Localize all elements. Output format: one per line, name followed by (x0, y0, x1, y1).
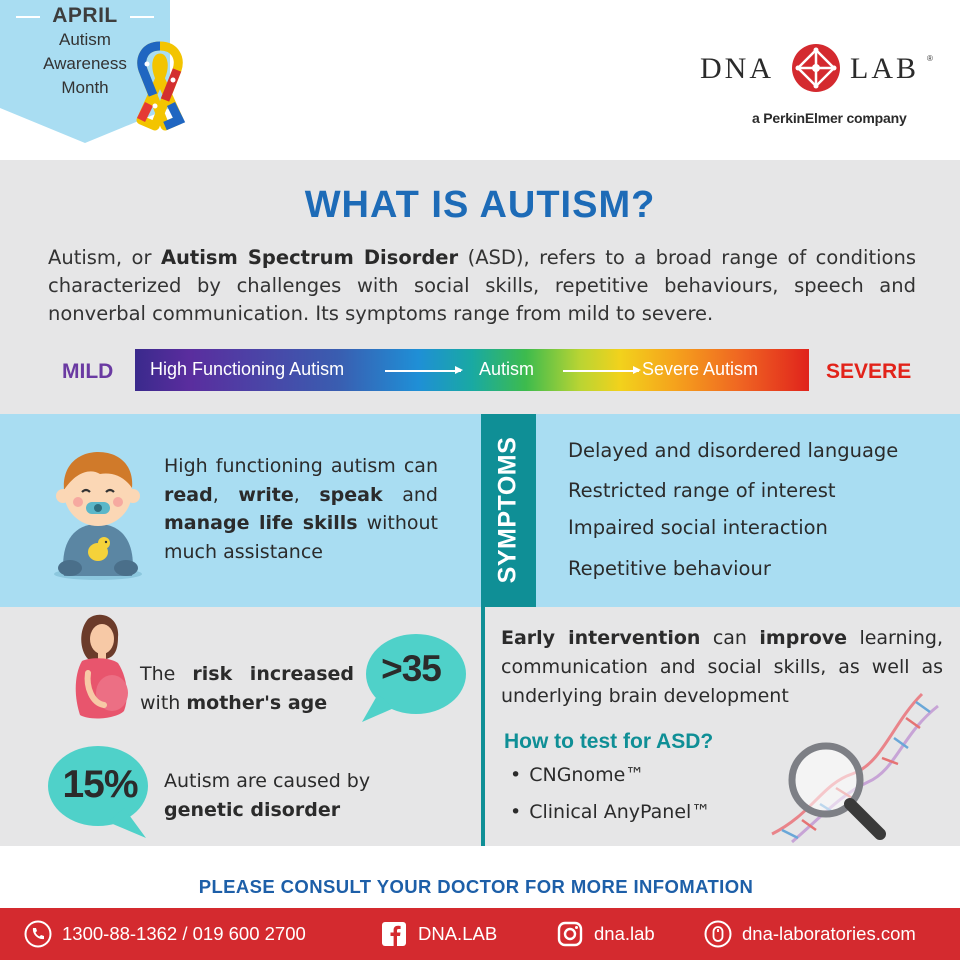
definition-bold-term: Autism Spectrum Disorder (160, 246, 459, 269)
symptom-item: Impaired social interaction (568, 516, 828, 539)
logo-text-dna: DNA (700, 52, 774, 85)
scale-stage-3: Severe Autism (642, 359, 759, 379)
facebook-icon (380, 920, 408, 948)
section-title: WHAT IS AUTISM? (304, 184, 656, 226)
definition-text-1: Autism, or (48, 246, 161, 269)
hf-skill-write: write (238, 483, 294, 506)
symptom-item: Restricted range of interest (568, 479, 836, 502)
symptom-item: Delayed and disordered language (568, 439, 899, 462)
scale-arrow-1 (385, 370, 461, 372)
dna-lab-logo-icon (790, 42, 842, 94)
mother-age-risk-text (140, 660, 354, 718)
instagram-icon (556, 920, 584, 948)
test-cngnome-link[interactable]: • CNGnome™ (510, 764, 644, 786)
hf-skill-read: read (164, 483, 213, 506)
scale-stage-1: High Functioning Autism (150, 359, 345, 379)
hf-text-1: High functioning autism can (164, 455, 438, 477)
contact-footer (0, 908, 960, 960)
puzzle-ribbon-icon (125, 40, 195, 132)
phone-numbers: 1300-88-1362 / 019 600 2700 (62, 923, 306, 944)
early-text-1: can (700, 627, 760, 649)
phone-icon (24, 920, 52, 948)
risk-text-2: with (140, 692, 187, 714)
instagram-handle: dna.lab (594, 923, 655, 944)
genetic-cause-text (164, 767, 404, 825)
section-divider (481, 607, 485, 846)
website-url: dna-laboratories.com (742, 923, 916, 944)
badge-line-3: Month (61, 78, 109, 97)
hf-text-4: and (382, 483, 438, 506)
hf-text-2: , (212, 483, 239, 506)
facebook-link[interactable] (380, 908, 497, 960)
phone-contact[interactable] (24, 908, 306, 960)
test-anypanel-link[interactable]: • Clinical AnyPanel™ (510, 801, 710, 823)
consult-banner (0, 846, 960, 908)
scale-severe-label: SEVERE (826, 360, 912, 383)
hf-text-3: , (293, 483, 320, 506)
scale-mild-label: MILD (62, 360, 114, 383)
logo-tagline: a PerkinElmer company (752, 110, 907, 126)
genetic-text-1: Autism are caused by (164, 770, 371, 792)
early-intervention-text (501, 624, 943, 711)
header (0, 0, 960, 160)
instagram-link[interactable] (556, 908, 655, 960)
risk-bold-1: risk increased (192, 663, 354, 685)
hf-text-5: without much assistance (164, 512, 439, 563)
mouse-icon (704, 920, 732, 948)
facebook-handle: DNA.LAB (418, 923, 498, 944)
badge-line-2: Awareness (43, 54, 127, 73)
early-bold-2: improve (759, 627, 848, 649)
registered-mark: ® (927, 54, 933, 63)
risk-text-1: The (140, 663, 193, 685)
what-is-autism-section (0, 160, 960, 414)
hf-skill-speak: speak (319, 483, 383, 506)
website-link[interactable] (704, 908, 916, 960)
badge-title: APRIL (52, 4, 118, 27)
how-to-test-heading: How to test for ASD? (504, 730, 714, 753)
dna-lab-logo[interactable] (700, 42, 940, 132)
high-functioning-text (164, 452, 438, 566)
badge-line-1: Autism (59, 30, 111, 49)
autism-definition (48, 244, 916, 328)
scale-stage-2: Autism (479, 359, 535, 379)
symptoms-heading: SYMPTOMS (493, 436, 522, 584)
baby-icon (50, 448, 146, 580)
definition-text-2: (ASD), refers to a broad range of conditions characterized by challenges with social skills, repetitive behaviours, speech and nonverbal communication. Its symptoms range from mild to severe. (48, 246, 916, 325)
risk-bold-2: mother's age (186, 692, 328, 714)
logo-text-lab: LAB (850, 52, 919, 85)
symptom-item: Repetitive behaviour (568, 557, 771, 580)
genetic-bold: genetic disorder (164, 799, 341, 821)
spectrum-scale-bar (135, 349, 809, 391)
hf-skill-manage: manage life skills (164, 512, 358, 534)
mother-age-threshold: >35 (381, 648, 441, 689)
genetic-percentage: 15% (62, 763, 138, 806)
scale-arrow-2 (563, 370, 639, 372)
pregnant-mother-icon (66, 611, 132, 723)
early-text-2: learning, communication and social skills, as well as underlying brain development (501, 627, 943, 707)
early-bold-1: Early intervention (501, 627, 701, 649)
consult-text: PLEASE CONSULT YOUR DOCTOR FOR MORE INFOMATION (198, 876, 754, 897)
